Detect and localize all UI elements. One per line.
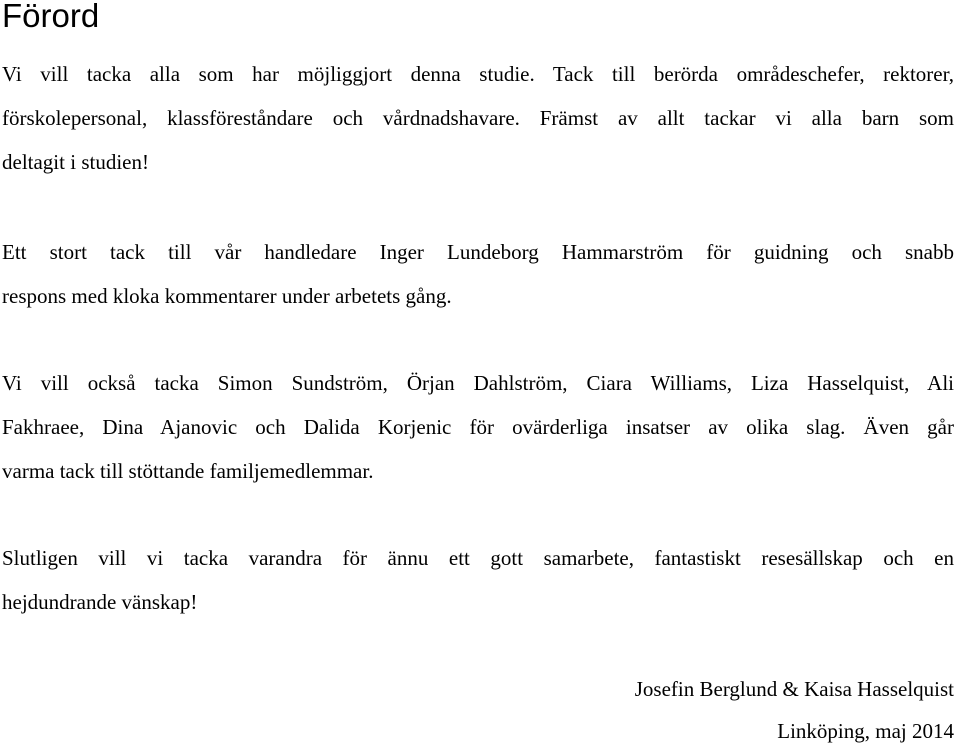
paragraph-thanks-contributors <box>2 361 954 493</box>
paragraph-thanks-participants <box>2 52 954 184</box>
text-line: deltagit i studien! <box>2 150 149 174</box>
text-line: Ett stort tack till vår handledare Inger Lundeborg Hammarström för guidning och snabb <box>2 240 954 264</box>
paragraph-thanks-supervisor <box>2 230 954 318</box>
text-line: Fakhraee, Dina Ajanovic och Dalida Korjenic för ovärderliga insatser av olika slag. Även går <box>2 415 954 439</box>
signature-authors: Josefin Berglund & Kaisa Hasselquist <box>634 677 954 701</box>
text-line: varma tack till stöttande familjemedlemmar. <box>2 459 374 483</box>
text-line: respons med kloka kommentarer under arbetets gång. <box>2 284 452 308</box>
text-line: hejdundrande vänskap! <box>2 590 198 614</box>
text-line: Vi vill också tacka Simon Sundström, Örjan Dahlström, Ciara Williams, Liza Hasselquist, Ali <box>2 371 954 395</box>
signature-place-date: Linköping, maj 2014 <box>777 719 954 743</box>
text-line: Slutligen vill vi tacka varandra för ännu ett gott samarbete, fantastiskt resesällskap och en <box>2 546 954 570</box>
paragraph-thanks-each-other <box>2 536 954 624</box>
text-line: Vi vill tacka alla som har möjliggjort denna studie. Tack till berörda områdeschefer, rektorer, <box>2 62 954 86</box>
text-line: förskolepersonal, klassföreståndare och vårdnadshavare. Främst av allt tackar vi alla barn som <box>2 106 954 130</box>
page-title: Förord <box>2 0 100 34</box>
